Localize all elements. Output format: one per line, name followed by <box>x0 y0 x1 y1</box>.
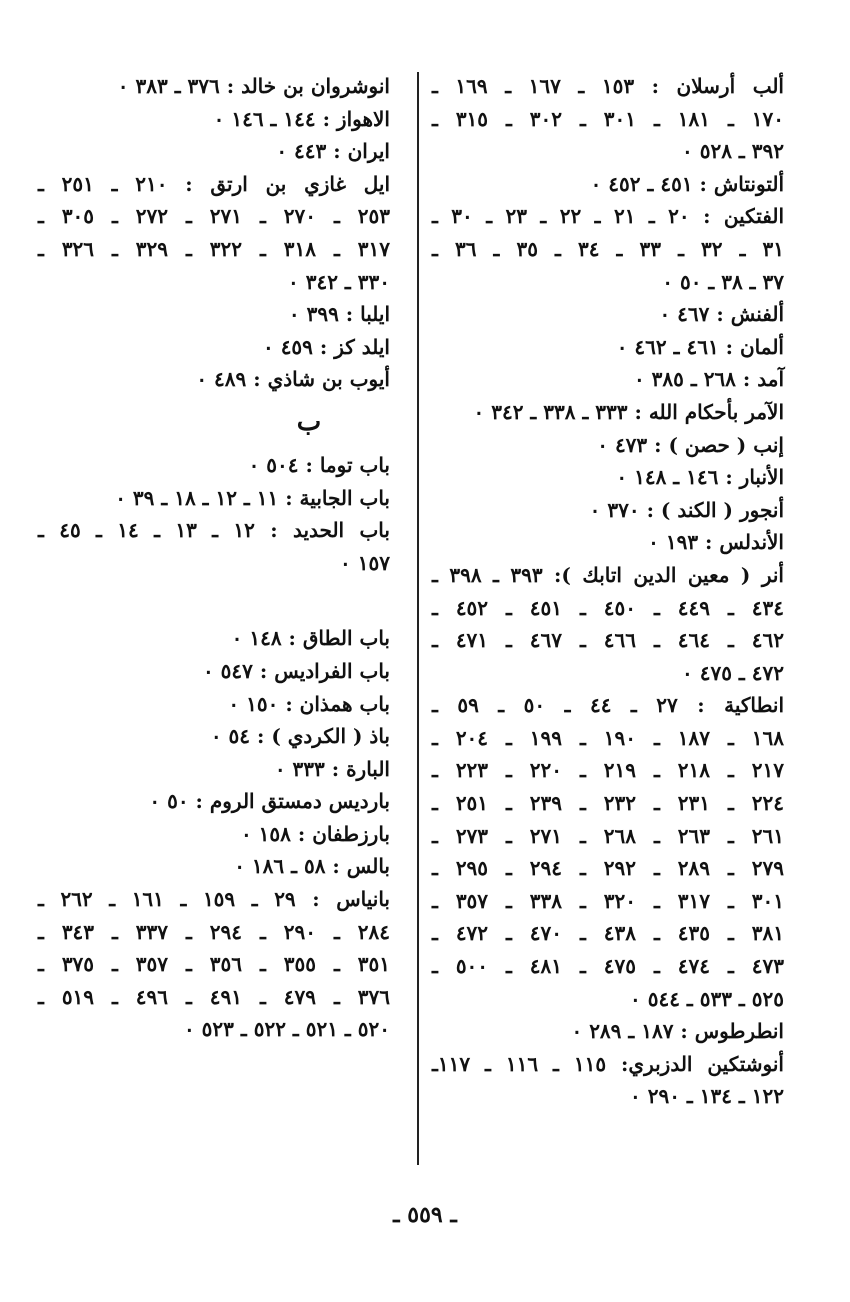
entry-line: ايران : ٤٤٣ ٠ <box>276 139 390 164</box>
index-entry <box>38 785 390 818</box>
index-entry <box>38 720 390 753</box>
entry-line: ٤٧٢ ـ ٤٧٥ ٠ <box>682 660 784 685</box>
entry-line: ٣٧ ـ ٣٨ ـ ٥٠ ٠ <box>662 269 784 294</box>
entry-line: ألمان : ٤٦١ ـ ٤٦٢ ٠ <box>616 334 784 359</box>
left-entries-ba-part2 <box>38 622 390 1046</box>
entry-line: ١٥٧ ٠ <box>340 550 390 575</box>
index-entry <box>38 135 390 168</box>
entry-line: ايلبا : ٣٩٩ ٠ <box>288 302 390 327</box>
entry-line: ٥٢٥ ـ ٥٣٣ ـ ٥٤٤ ٠ <box>629 986 784 1011</box>
index-entry <box>432 396 784 429</box>
entry-line: البارة : ٣٣٣ ٠ <box>274 756 390 781</box>
index-entry <box>432 331 784 364</box>
entry-line: ٥٢٠ ـ ٥٢١ ـ ٥٢٢ ـ ٥٢٣ ٠ <box>183 1017 390 1042</box>
entry-line: باب الحديد : ١٢ ـ ١٣ ـ ١٤ ـ ٤٥ ـ <box>38 518 390 543</box>
entry-line: ألفنش : ٤٦٧ ٠ <box>659 302 784 327</box>
section-letter-ba: ب <box>296 406 322 437</box>
entry-line: باب توما : ٥٠٤ ٠ <box>248 452 390 477</box>
entry-line: باذ ( الكردي ) : ٥٤ ٠ <box>210 724 390 749</box>
index-entry <box>38 514 390 579</box>
entry-line: بالس : ٥٨ ـ ١٨٦ ٠ <box>234 854 390 879</box>
entry-line: ٣٨١ ـ ٤٣٥ ـ ٤٣٨ ـ ٤٧٠ ـ ٤٧٢ ـ <box>432 921 784 946</box>
index-entry <box>38 883 390 1046</box>
entry-line: الأنبار : ١٤٦ ـ ١٤٨ ٠ <box>616 465 784 490</box>
entry-line: ٣١٧ ـ ٣١٨ ـ ٣٢٢ ـ ٣٢٩ ـ ٣٢٦ ـ <box>38 236 390 261</box>
index-entry <box>38 298 390 331</box>
index-entry <box>38 818 390 851</box>
index-entry <box>432 1015 784 1048</box>
entry-line: بارزطفان : ١٥٨ ٠ <box>240 821 390 846</box>
entry-line: الاهواز : ١٤٤ ـ ١٤٦ ٠ <box>213 106 390 131</box>
entry-line: آمد : ٢٦٨ ـ ٣٨٥ ٠ <box>633 367 784 392</box>
entry-line: ٢٨٤ ـ ٢٩٠ ـ ٢٩٤ ـ ٣٣٧ ـ ٣٤٣ ـ <box>38 919 390 944</box>
entry-line: ايل غازي بن ارتق : ٢١٠ ـ ٢٥١ ـ <box>38 171 390 196</box>
left-entries-ba-part1 <box>38 449 390 579</box>
index-entry <box>432 70 784 168</box>
index-entry <box>38 331 390 364</box>
page-number: ـ ٥٥٩ ـ <box>393 1202 457 1228</box>
entry-line: انطاكية : ٢٧ ـ ٤٤ ـ ٥٠ ـ ٥٩ ـ <box>432 693 785 718</box>
index-entry <box>432 298 784 331</box>
entry-line: الفتكين : ٢٠ ـ ٢١ ـ ٢٢ ـ ٢٣ ـ ٣٠ ـ <box>432 204 785 229</box>
index-entry <box>38 655 390 688</box>
index-entry <box>38 449 390 482</box>
entry-line: ٣١ ـ ٣٢ ـ ٣٣ ـ ٣٤ ـ ٣٥ ـ ٣٦ ـ <box>432 236 785 261</box>
column-divider <box>417 72 419 1165</box>
index-entry <box>432 689 784 1015</box>
entry-line: ٣٩٢ ـ ٥٢٨ ٠ <box>682 139 784 164</box>
entry-line: أنجور ( الكند ) : ٣٧٠ ٠ <box>589 497 784 522</box>
entry-line: باب همذان : ١٥٠ ٠ <box>228 691 390 716</box>
index-entry <box>432 363 784 396</box>
entry-line: ٣٠١ ـ ٣١٧ ـ ٣٢٠ ـ ٣٣٨ ـ ٣٥٧ ـ <box>432 888 784 913</box>
entry-line: أنر ( معين الدين اتابك ): ٣٩٣ ـ ٣٩٨ ـ <box>432 562 784 587</box>
index-entry <box>432 559 784 689</box>
index-entry <box>38 482 390 515</box>
index-entry <box>38 622 390 655</box>
right-column <box>432 70 784 1113</box>
entry-line: ٤٣٤ ـ ٤٤٩ ـ ٤٥٠ ـ ٤٥١ ـ ٤٥٢ ـ <box>432 595 784 620</box>
index-entry <box>432 168 784 201</box>
index-entry <box>432 494 784 527</box>
entry-line: انطرطوس : ١٨٧ ـ ٢٨٩ ٠ <box>571 1019 784 1044</box>
entry-line: ٣٧٦ ـ ٤٧٩ ـ ٤٩١ ـ ٤٩٦ ـ ٥١٩ ـ <box>38 984 390 1009</box>
index-entry <box>38 103 390 136</box>
entry-line: ٢١٧ ـ ٢١٨ ـ ٢١٩ ـ ٢٢٠ ـ ٢٢٣ ـ <box>432 758 784 783</box>
index-entry <box>38 363 390 396</box>
entry-line: ٤٦٢ ـ ٤٦٤ ـ ٤٦٦ ـ ٤٦٧ ـ ٤٧١ ـ <box>432 628 784 653</box>
entry-line: ٢٧٩ ـ ٢٨٩ ـ ٢٩٢ ـ ٢٩٤ ـ ٢٩٥ ـ <box>432 856 784 881</box>
index-entry <box>38 688 390 721</box>
entry-gap <box>38 579 390 622</box>
entry-line: الأندلس : ١٩٣ ٠ <box>648 530 784 555</box>
entry-line: ١٢٢ ـ ١٣٤ ـ ٢٩٠ ٠ <box>629 1084 784 1109</box>
index-entry <box>38 70 390 103</box>
entry-line: بارديس دمستق الروم : ٥٠ ٠ <box>149 789 390 814</box>
entry-line: ٢٥٣ ـ ٢٧٠ ـ ٢٧١ ـ ٢٧٢ ـ ٣٠٥ ـ <box>38 204 390 229</box>
entry-line: ٢٢٤ ـ ٢٣١ ـ ٢٣٢ ـ ٢٣٩ ـ ٢٥١ ـ <box>432 791 784 816</box>
entry-line: أيوب بن شاذي : ٤٨٩ ٠ <box>196 367 390 392</box>
entry-line: ألتونتاش : ٤٥١ ـ ٤٥٢ ٠ <box>590 171 784 196</box>
entry-line: الآمر بأحكام الله : ٣٣٣ ـ ٣٣٨ ـ ٣٤٢ ٠ <box>473 399 784 424</box>
entry-line: ألب أرسلان : ١٥٣ ـ ١٦٧ ـ ١٦٩ ـ <box>432 74 784 98</box>
entry-line: ٣٣٠ ـ ٣٤٢ ٠ <box>288 269 390 294</box>
entry-line: ٢٦١ ـ ٢٦٣ ـ ٢٦٨ ـ ٢٧١ ـ ٢٧٣ ـ <box>432 823 784 848</box>
index-entry <box>38 753 390 786</box>
entry-line: ٤٧٣ ـ ٤٧٤ ـ ٤٧٥ ـ ٤٨١ ـ ٥٠٠ ـ <box>432 954 784 979</box>
index-entry <box>432 526 784 559</box>
left-column <box>38 70 390 1046</box>
index-entry <box>432 429 784 462</box>
entry-line: ١٦٨ ـ ١٨٧ ـ ١٩٠ ـ ١٩٩ ـ ٢٠٤ ـ <box>432 725 784 750</box>
entry-line: ١٧٠ ـ ١٨١ ـ ٣٠١ ـ ٣٠٢ ـ ٣١٥ ـ <box>432 106 784 131</box>
index-entry <box>38 168 390 298</box>
index-entry <box>432 200 784 298</box>
index-entry <box>38 850 390 883</box>
entry-line: إنب ( حصن ) : ٤٧٣ ٠ <box>597 432 784 457</box>
index-entry <box>432 1048 784 1113</box>
entry-line: ٣٥١ ـ ٣٥٥ ـ ٣٥٦ ـ ٣٥٧ ـ ٣٧٥ ـ <box>38 952 390 977</box>
index-entry <box>432 461 784 494</box>
entry-line: انوشروان بن خالد : ٣٧٦ ـ ٣٨٣ ٠ <box>117 74 390 98</box>
entry-line: بانياس : ٢٩ ـ ١٥٩ ـ ١٦١ ـ ٢٦٢ ـ <box>38 887 390 912</box>
entry-line: أنوشتكين الدزبري: ١١٥ ـ ١١٦ ـ ١١٧ـ <box>432 1051 784 1076</box>
entry-line: باب الجابية : ١١ ـ ١٢ ـ ١٨ ـ ٣٩ ٠ <box>115 485 390 510</box>
left-entries-alif <box>38 70 390 396</box>
entry-line: باب الفراديس : ٥٤٧ ٠ <box>202 658 390 683</box>
entry-line: باب الطاق : ١٤٨ ٠ <box>231 626 390 651</box>
entry-line: ايلد كز : ٤٥٩ ٠ <box>262 334 390 359</box>
